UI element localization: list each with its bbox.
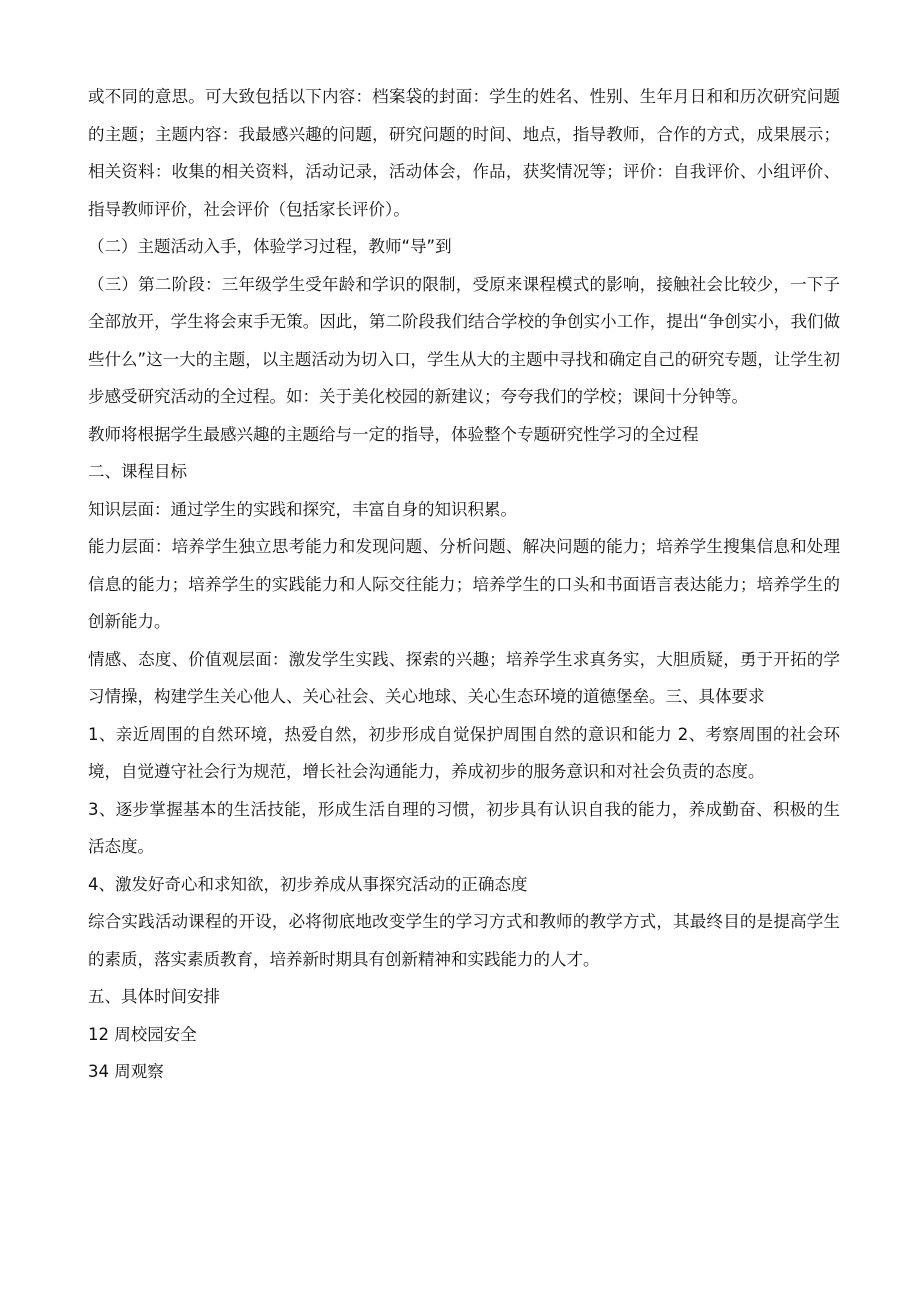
schedule-item-2: 34 周观察 bbox=[88, 1062, 164, 1081]
paragraph-knowledge-level: 知识层面：通过学生的实践和探究，丰富自身的知识积累。 bbox=[88, 499, 517, 519]
schedule-item-1: 12 周校园安全 bbox=[88, 1024, 197, 1044]
paragraph-ability-level: 能力层面：培养学生独立思考能力和发现问题、分析问题、解决问题的能力；培养学生搜集信息和处理信息的能力；培养学生的实践能力和人际交往能力；培养学生的口头和书面语言表达能力；培养学生的创新能力。 bbox=[88, 537, 840, 631]
paragraph-section-2: （二）主题活动入手，体验学习过程，教师“导”到 bbox=[88, 237, 452, 256]
heading-course-goals: 二、课程目标 bbox=[88, 462, 187, 481]
paragraph-requirement-3: 3、逐步掌握基本的生活技能，形成生活自理的习惯，初步具有认识自我的能力，养成勤奋、积极的生活态度。 bbox=[88, 799, 840, 856]
heading-schedule: 五、具体时间安排 bbox=[88, 987, 220, 1006]
paragraph-requirement-1-2: 1、亲近周围的自然环境，热爱自然，初步形成自觉保护周围自然的意识和能力 2、考察周围的社会环境，自觉遵守社会行为规范，增长社会沟通能力，养成初步的服务意识和对社会负责的态度。 bbox=[88, 724, 840, 781]
paragraph-requirement-4: 4、激发好奇心和求知欲，初步养成从事探究活动的正确态度 bbox=[88, 874, 528, 894]
paragraph-emotion-level: 情感、态度、价值观层面：激发学生实践、探索的兴趣；培养学生求真务实，大胆质疑，勇于开拓的学习情操，构建学生关心他人、关心社会、关心地球、关心生态环境的道德堡垒。三、具体要求 bbox=[88, 649, 840, 706]
document-page bbox=[88, 78, 840, 1091]
paragraph-section-3: （三）第二阶段：三年级学生受年龄和学识的限制，受原来课程模式的影响，接触社会比较少，一下子全部放开，学生将会束手无策。因此，第二阶段我们结合学校的争创实小工作，提出“争创实小，我们做些什么”这一大的主题，以主题活动为切入口，学生从大的主题中寻找和确定自己的研究专题，让学生初步感受研究活动的全过程。如：关于美化校园的新建议；夸夸我们的学校；课间十分钟等。 bbox=[88, 274, 840, 406]
paragraph-teacher-guidance: 教师将根据学生最感兴趣的主题给与一定的指导，体验整个专题研究性学习的全过程 bbox=[88, 424, 699, 444]
paragraph-conclusion: 综合实践活动课程的开设，必将彻底地改变学生的学习方式和教师的教学方式，其最终目的是提高学生的素质，落实素质教育，培养新时期具有创新精神和实践能力的人才。 bbox=[88, 912, 840, 969]
paragraph-portfolio-contents: 或不同的意思。可大致包括以下内容：档案袋的封面：学生的姓名、性别、生年月日和和历次研究问题的主题；主题内容：我最感兴趣的问题，研究问题的时间、地点，指导教师，合作的方式，成果展示；相关资料：收集的相关资料，活动记录，活动体会，作品，获奖情况等；评价：自我评价、小组评价、指导教师评价，社会评价（包括家长评价）。 bbox=[88, 87, 840, 219]
